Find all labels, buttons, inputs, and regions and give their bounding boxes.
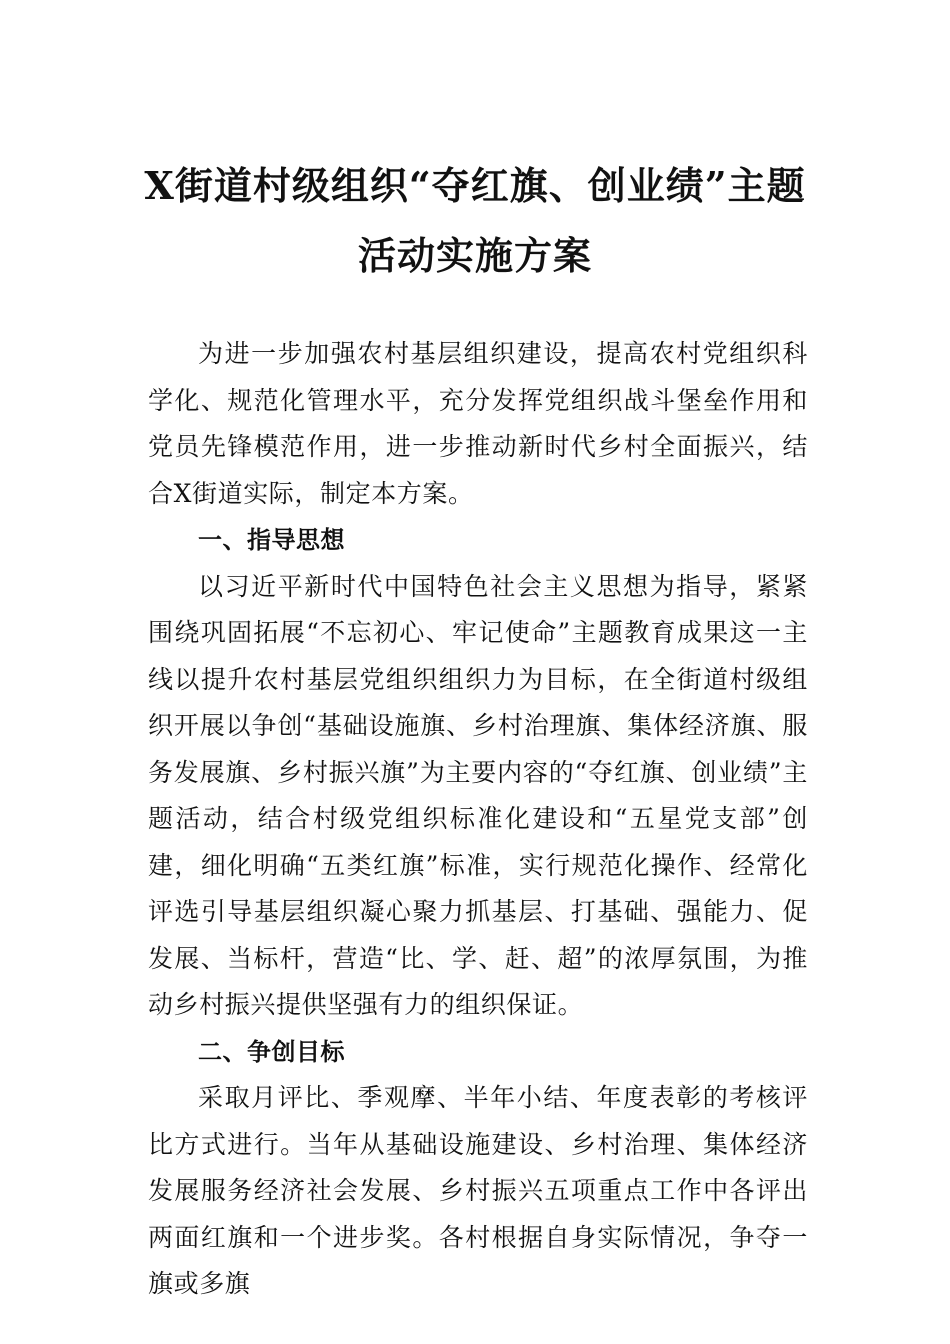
intro-paragraph: 为进一步加强农村基层组织建设，提高农村党组织科学化、规范化管理水平，充分发挥党组织战斗堡垒作用和党员先锋模范作用，进一步推动新时代乡村全面振兴，结合X街道实际，制定本方案。 (148, 339, 808, 508)
document-title-line-1: X街道村级组织“夺红旗、创业绩”主题 (144, 163, 806, 208)
section-2-paragraph: 采取月评比、季观摩、半年小结、年度表彰的考核评比方式进行。当年从基础设施建设、乡村治理、集体经济发展服务经济社会发展、乡村振兴五项重点工作中各评出两面红旗和一个进步奖。各村根据自身实际情况，争夺一旗或多旗 (148, 1083, 808, 1298)
section-2-heading: 二、争创目标 (198, 1037, 345, 1066)
document-body (148, 331, 808, 1308)
section-1-heading: 一、指导思想 (198, 526, 345, 554)
document-title-line-2: 活动实施方案 (357, 233, 592, 278)
section-1-paragraph: 以习近平新时代中国特色社会主义思想为指导，紧紧围绕巩固拓展“不忘初心、牢记使命”主题教育成果这一主线以提升农村基层党组织组织力为目标，在全街道村级组织开展以争创“基础设施旗、乡村治理旗、集体经济旗、服务发展旗、乡村振兴旗”为主要内容的“夺红旗、创业绩”主题活动，结合村级党组织标准化建设和“五星党支部”创建，细化明确“五类红旗”标准，实行规范化操作、经常化评选引导基层组织凝心聚力抓基层、打基础、强能力、促发展、当标杆，营造“比、学、赶、超”的浓厚氛围，为推动乡村振兴提供坚强有力的组织保证。 (148, 571, 808, 1019)
